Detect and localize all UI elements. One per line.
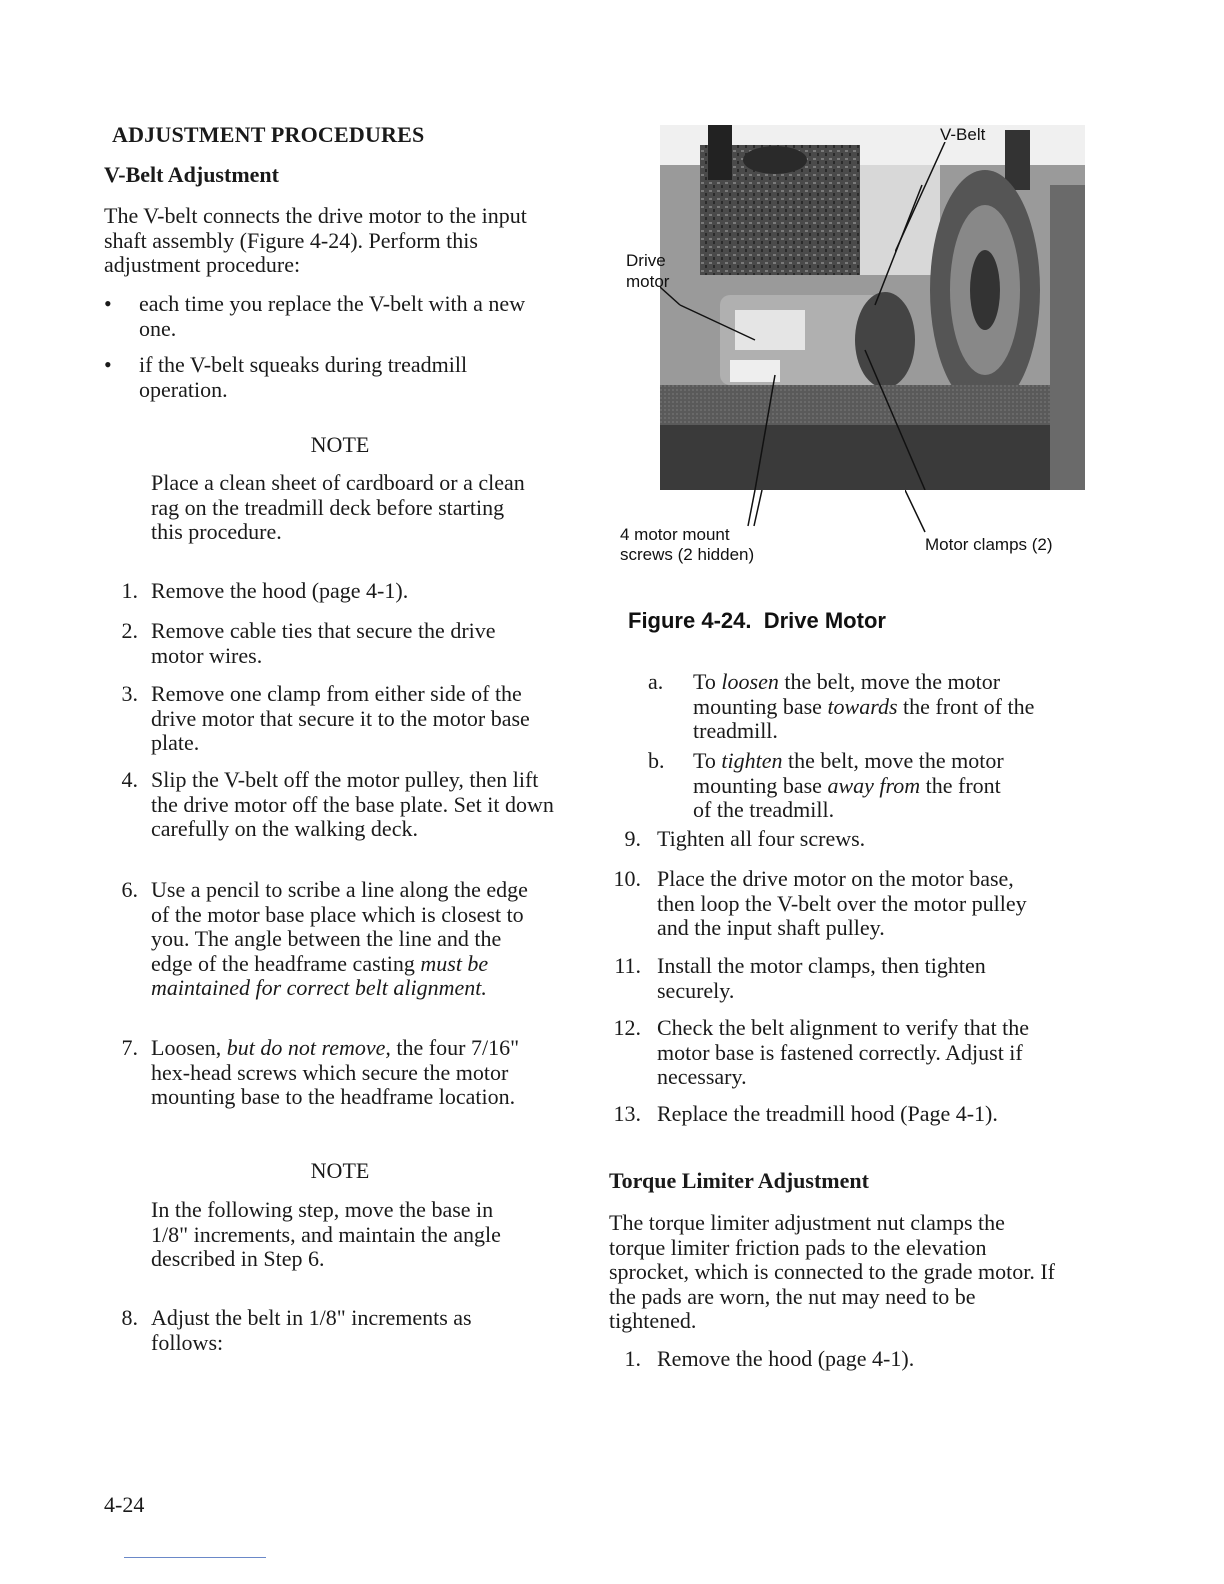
step-text: Remove one clamp from either side of the drive motor that secure it to the motor base plate. (151, 681, 530, 755)
step-text: Use a pencil to scribe a line along the edge of the motor base place which is closest to you. The angle between the line and the edge of the headframe casting must be maintained for correct belt alignment. (151, 877, 528, 1000)
step-text: Remove the hood (page 4-1). (151, 578, 409, 603)
step-text: Remove cable ties that secure the drive motor wires. (151, 618, 496, 668)
step-number: 2. (121, 618, 138, 643)
step-number: 1. (121, 578, 138, 603)
step-text: Remove the hood (page 4-1). (657, 1346, 915, 1371)
figure-caption: Figure 4-24. Drive Motor (628, 608, 886, 633)
step-number: 13. (613, 1101, 641, 1126)
leader-line (905, 490, 935, 535)
bullet-dot: • (104, 291, 112, 316)
step-text: Place the drive motor on the motor base, then loop the V-belt over the motor pulley and the input shaft pulley. (657, 866, 1027, 940)
bullet-item: if the V-belt squeaks during treadmill operation. (139, 352, 468, 402)
page-number: 4-24 (104, 1492, 145, 1517)
bullet-dot: • (104, 352, 112, 377)
emphasis-text: but do not remove, (226, 1035, 391, 1060)
step-text: Slip the V-belt off the motor pulley, then lift the drive motor off the base plate. Set it down carefully on the walking deck. (151, 767, 554, 841)
step-number: 3. (121, 681, 138, 706)
step-text: Install the motor clamps, then tighten securely. (657, 953, 986, 1003)
note-title: NOTE (310, 432, 370, 457)
callout-motor-clamps: Motor clamps (2) (925, 535, 1053, 554)
bullet-item: each time you replace the V-belt with a new one. (139, 291, 526, 341)
step-number: 12. (613, 1015, 641, 1040)
step-text: Loosen, but do not remove, the four 7/16" hex-head screws which secure the motor mounting base to the headframe location. (151, 1035, 520, 1109)
note-text: Place a clean sheet of cardboard or a clean rag on the treadmill deck before starting this procedure. (151, 470, 525, 544)
torque-intro: The torque limiter adjustment nut clamps the torque limiter friction pads to the elevation sprocket, which is connected to the grade motor. If the pads are worn, the nut may need to be tightened. (609, 1210, 1055, 1333)
drive-motor-photo (660, 125, 1085, 490)
callout-motor: motor (626, 272, 670, 291)
step-number: 8. (121, 1305, 138, 1330)
leader-line (740, 490, 770, 530)
leader-line (895, 142, 955, 252)
substep-label: a. (648, 669, 664, 694)
substep-text: To loosen the belt, move the motor mounting base towards the front of the treadmill. (693, 669, 1035, 743)
bottom-rule (124, 1557, 266, 1558)
step-number: 4. (121, 767, 138, 792)
step-text: Check the belt alignment to verify that the motor base is fastened correctly. Adjust if necessary. (657, 1015, 1030, 1089)
step-text: Tighten all four screws. (657, 826, 866, 851)
section-title: ADJUSTMENT PROCEDURES (112, 122, 425, 147)
step-number: 10. (613, 866, 641, 891)
callout-mount-screws-2: screws (2 hidden) (620, 545, 755, 564)
note-title: NOTE (310, 1158, 370, 1183)
step-number: 6. (121, 877, 138, 902)
vbelt-title: V-Belt Adjustment (104, 162, 279, 187)
step-number: 7. (121, 1035, 138, 1060)
note-text: In the following step, move the base in 1/8" increments, and maintain the angle described in Step 6. (151, 1197, 501, 1271)
callout-vbelt: V-Belt (940, 125, 986, 144)
step-number: 11. (614, 953, 641, 978)
step-number: 1. (624, 1346, 641, 1371)
emphasis-text: must be maintained for correct belt alignment. (151, 950, 489, 1000)
leader-line (660, 285, 690, 315)
callout-drive: Drive (626, 251, 666, 270)
step-text: Replace the treadmill hood (Page 4-1). (657, 1101, 998, 1126)
callout-mount-screws: 4 motor mount (620, 525, 730, 544)
torque-title: Torque Limiter Adjustment (609, 1168, 869, 1193)
vbelt-intro: The V-belt connects the drive motor to the input shaft assembly (Figure 4-24). Perform this adjustment procedure: (104, 203, 527, 277)
substep-label: b. (648, 748, 665, 773)
step-text: Adjust the belt in 1/8" increments as follows: (151, 1305, 472, 1355)
substep-text: To tighten the belt, move the motor mounting base away from the front of the treadmill. (693, 748, 1004, 822)
drive-motor-illustration (660, 125, 1085, 490)
step-number: 9. (624, 826, 641, 851)
